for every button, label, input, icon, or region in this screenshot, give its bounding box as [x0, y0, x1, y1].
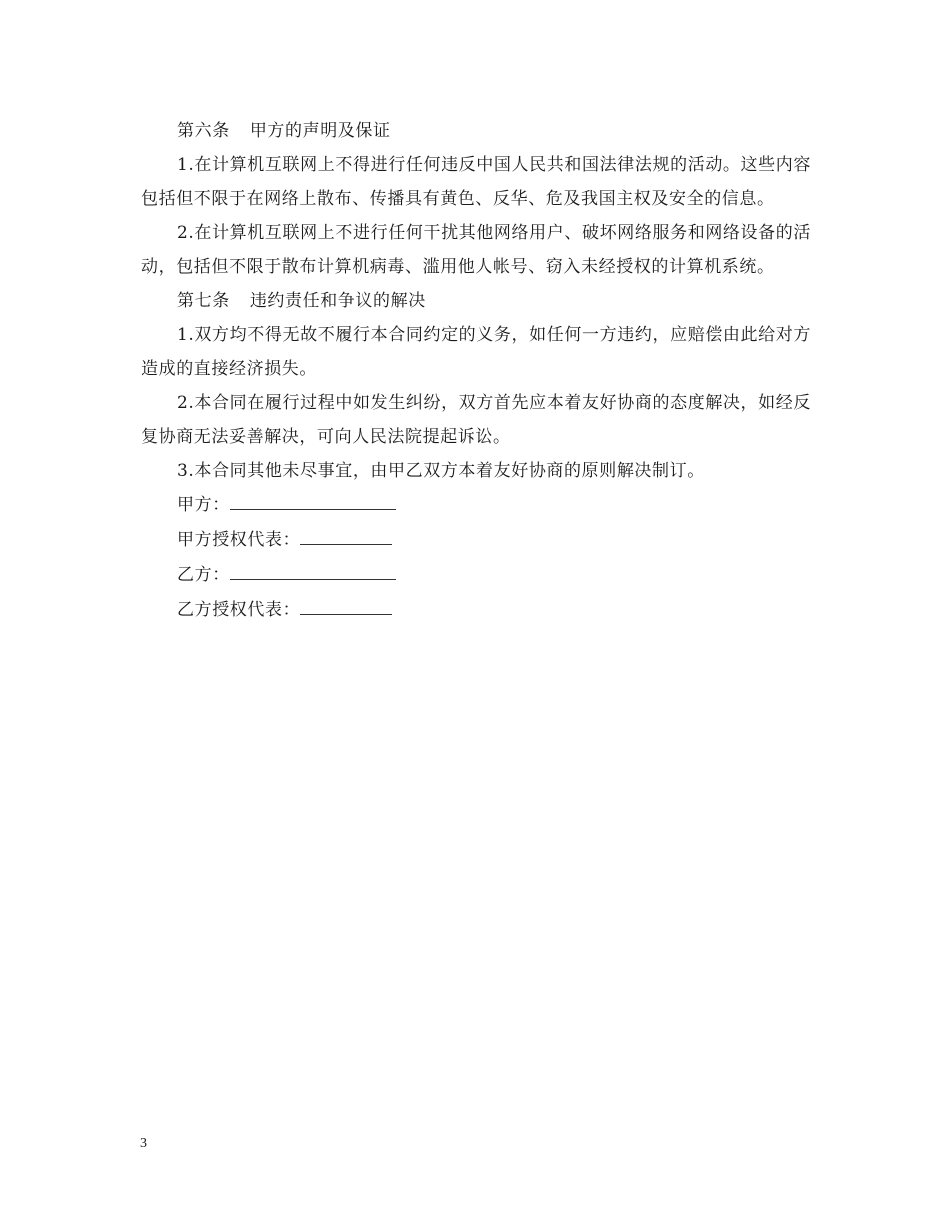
party-b-signature-line[interactable]: [230, 559, 396, 580]
party-a-signature-line[interactable]: [230, 489, 396, 510]
article-7-heading: [141, 284, 811, 318]
article-7-title: 违约责任和争议的解决: [249, 291, 426, 311]
party-a-signature: [141, 488, 811, 523]
party-a-rep-signature-line[interactable]: [300, 524, 392, 545]
article-6-title: 甲方的声明及保证: [249, 121, 391, 141]
article-7-item-2: 2.本合同在履行过程中如发生纠纷，双方首先应本着友好协商的态度解决，如经反复协商无法妥善解决，可向人民法院提起诉讼。: [141, 393, 811, 447]
article-6-item-1: 1.在计算机互联网上不得进行任何违反中国人民共和国法律法规的活动。这些内容包括但不限于在网络上散布、传播具有黄色、反华、危及我国主权及安全的信息。: [141, 155, 811, 209]
article-6-item-2: 2.在计算机互联网上不进行任何干扰其他网络用户、破坏网络服务和网络设备的活动，包括但不限于散布计算机病毒、滥用他人帐号、窃入未经授权的计算机系统。: [141, 223, 811, 277]
party-a-label: 甲方：: [177, 495, 230, 515]
party-a-rep-signature: [141, 523, 811, 558]
article-7-item-1: 1.双方均不得无故不履行本合同约定的义务，如任何一方违约，应赔偿由此给对方造成的直接经济损失。: [141, 325, 811, 379]
party-b-label: 乙方：: [177, 565, 230, 585]
party-b-signature: [141, 558, 811, 593]
party-a-rep-label: 甲方授权代表：: [177, 530, 301, 550]
article-6-heading: [141, 114, 811, 148]
party-b-rep-signature-line[interactable]: [300, 594, 392, 615]
article-7-number: 第七条: [177, 291, 230, 311]
party-b-rep-signature: [141, 593, 811, 628]
article-7-item-3: 3.本合同其他未尽事宜，由甲乙双方本着友好协商的原则解决制订。: [177, 461, 705, 481]
party-b-rep-label: 乙方授权代表：: [177, 600, 301, 620]
page-number: 3: [140, 1136, 147, 1151]
document-body: [141, 114, 811, 628]
article-6-number: 第六条: [177, 121, 230, 141]
